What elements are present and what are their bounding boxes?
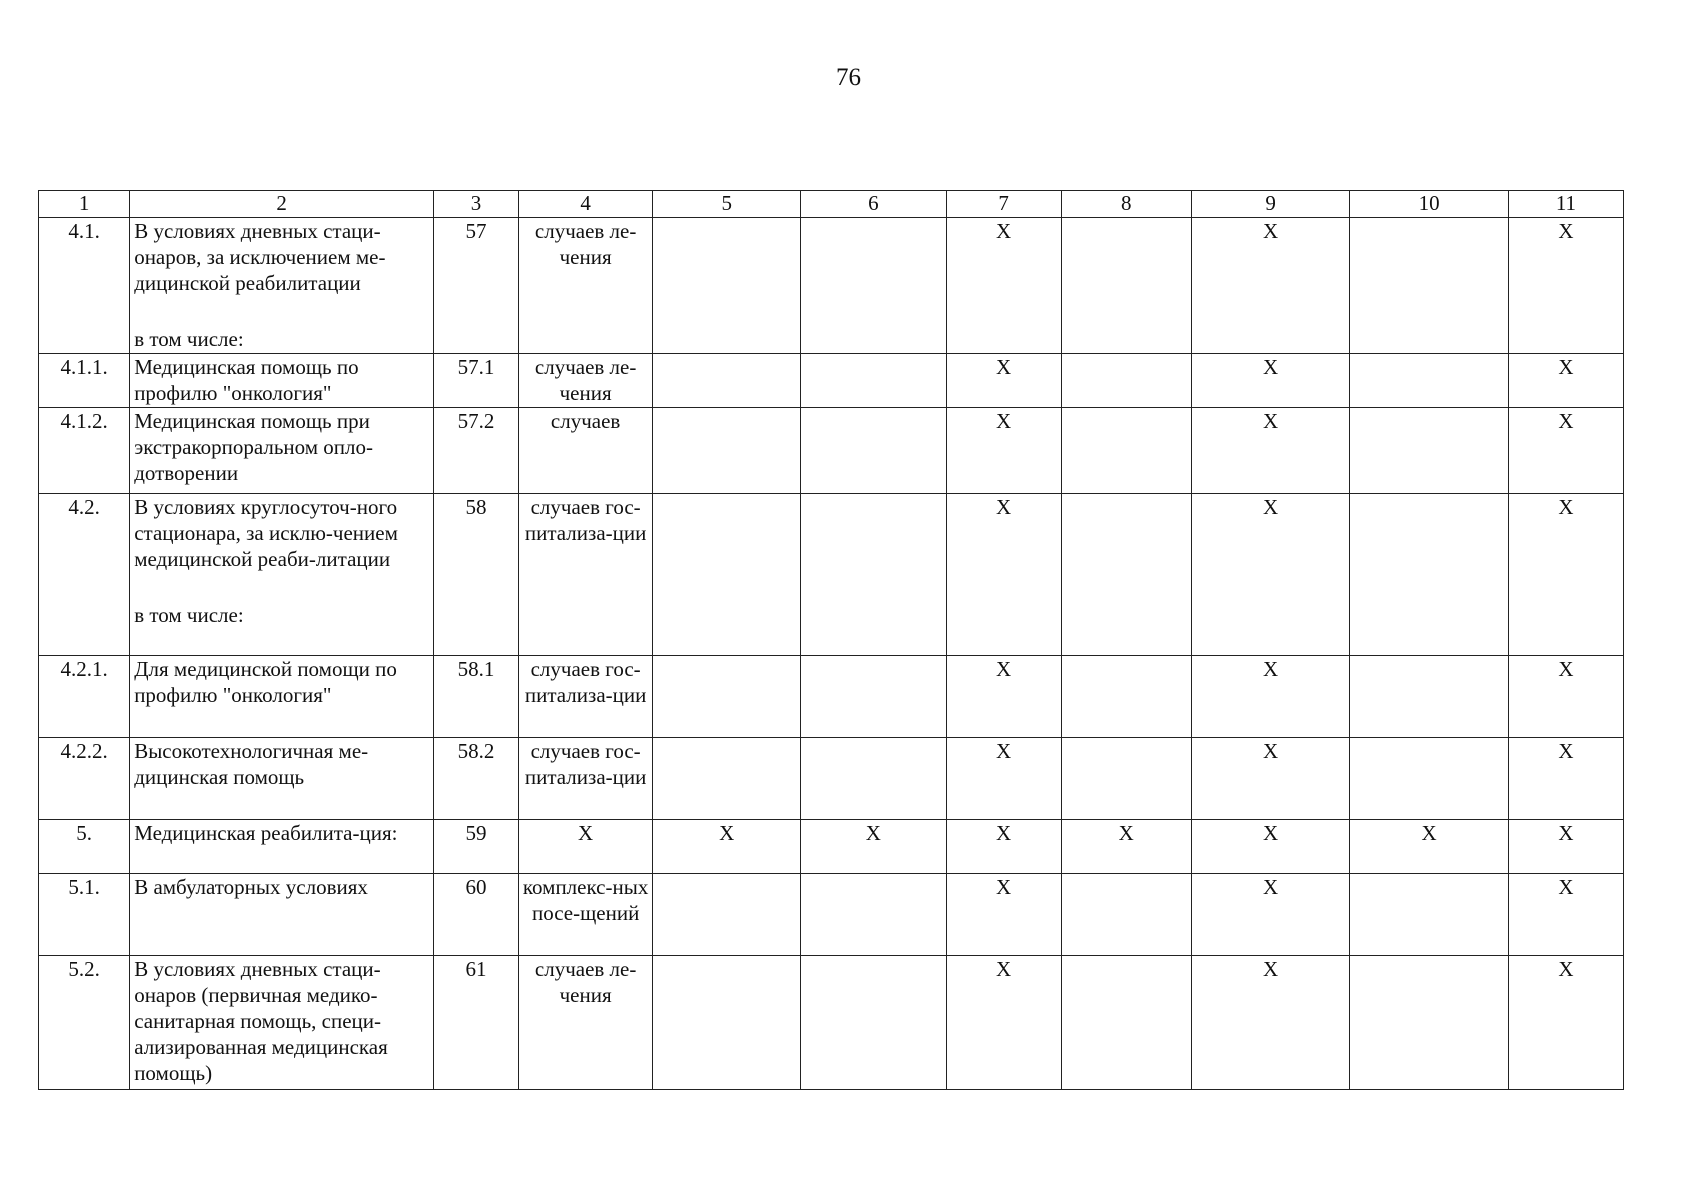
cell-col-11: X [1508,354,1623,408]
cell-col-6 [801,738,946,820]
table-row [39,738,1624,820]
row-unit: случаев [518,408,653,494]
row-number: 5. [39,820,130,874]
cell-col-5 [653,218,801,354]
cell-col-7: X [946,656,1061,738]
row-code: 57 [434,218,519,354]
row-code: 59 [434,820,519,874]
row-name [130,354,434,408]
cell-col-9: X [1191,738,1350,820]
cell-col-10 [1350,494,1509,656]
row-name [130,218,434,354]
cell-col-9: X [1191,354,1350,408]
row-name-text: Медицинская помощь при экстракорпоральном опло-дотворении [134,409,373,485]
cell-col-5: X [653,820,801,874]
row-number: 4.2.1. [39,656,130,738]
cell-col-6 [801,354,946,408]
cell-col-7: X [946,956,1061,1090]
row-name [130,956,434,1090]
row-name-text: В амбулаторных условиях [134,875,368,899]
cell-col-7: X [946,874,1061,956]
cell-col-10 [1350,874,1509,956]
column-header: 2 [130,191,434,218]
row-unit: случаев ле-чения [518,218,653,354]
row-name-text: В условиях дневных стаци-онаров (первичная медико-санитарная помощь, специ-ализированная медицинская помощь) [134,957,388,1085]
cell-col-8 [1061,494,1191,656]
row-name [130,408,434,494]
row-code: 61 [434,956,519,1090]
cell-col-6 [801,874,946,956]
column-header: 9 [1191,191,1350,218]
row-name [130,874,434,956]
row-unit: комплекс-ных посе-щений [518,874,653,956]
cell-col-6 [801,494,946,656]
row-number: 4.1.1. [39,354,130,408]
cell-col-7: X [946,218,1061,354]
column-header: 6 [801,191,946,218]
cell-col-10 [1350,354,1509,408]
cell-col-5 [653,408,801,494]
row-name-text: В условиях круглосуточ-ного стационара, за исклю-чением медицинской реаби-литации [134,495,398,571]
cell-col-9: X [1191,656,1350,738]
row-code: 57.2 [434,408,519,494]
row-number: 5.1. [39,874,130,956]
row-unit: случаев ле-чения [518,956,653,1090]
cell-col-11: X [1508,408,1623,494]
cell-col-11: X [1508,656,1623,738]
cell-col-5 [653,738,801,820]
row-name-note: в том числе: [134,327,244,351]
cell-col-6 [801,656,946,738]
cell-col-10 [1350,656,1509,738]
cell-col-10 [1350,408,1509,494]
table-row [39,656,1624,738]
row-code: 60 [434,874,519,956]
cell-col-8 [1061,354,1191,408]
column-header: 1 [39,191,130,218]
row-unit: X [518,820,653,874]
cell-col-6 [801,218,946,354]
cell-col-7: X [946,408,1061,494]
row-name-text: Для медицинской помощи по профилю "онкология" [134,657,397,707]
row-name-text: Медицинская реабилита-ция: [134,821,398,845]
column-header: 5 [653,191,801,218]
cell-col-9: X [1191,218,1350,354]
cell-col-8 [1061,656,1191,738]
row-code: 57.1 [434,354,519,408]
cell-col-5 [653,874,801,956]
table-row [39,494,1624,656]
cell-col-11: X [1508,218,1623,354]
cell-col-11: X [1508,494,1623,656]
cell-col-8 [1061,408,1191,494]
column-header: 4 [518,191,653,218]
row-name-text: В условиях дневных стаци-онаров, за исключением ме-дицинской реабилитации [134,219,386,295]
row-name [130,738,434,820]
cell-col-10 [1350,738,1509,820]
cell-col-5 [653,956,801,1090]
row-number: 4.1. [39,218,130,354]
cell-col-11: X [1508,738,1623,820]
cell-col-11: X [1508,956,1623,1090]
cell-col-11: X [1508,820,1623,874]
cell-col-6 [801,956,946,1090]
cell-col-10 [1350,956,1509,1090]
cell-col-7: X [946,820,1061,874]
cell-col-9: X [1191,820,1350,874]
row-name-text: Высокотехнологичная ме-дицинская помощь [134,739,369,789]
row-code: 58.1 [434,656,519,738]
table-row [39,218,1624,354]
column-number-row [39,191,1624,218]
cell-col-8: X [1061,820,1191,874]
cell-col-8 [1061,956,1191,1090]
cell-col-11: X [1508,874,1623,956]
cell-col-6 [801,408,946,494]
cell-col-10: X [1350,820,1509,874]
cell-col-7: X [946,494,1061,656]
cell-col-7: X [946,738,1061,820]
cell-col-7: X [946,354,1061,408]
row-name [130,494,434,656]
column-header: 8 [1061,191,1191,218]
cell-col-8 [1061,218,1191,354]
row-number: 4.1.2. [39,408,130,494]
row-code: 58 [434,494,519,656]
row-name-note: в том числе: [134,603,244,627]
table-row [39,820,1624,874]
column-header: 7 [946,191,1061,218]
row-name [130,656,434,738]
cell-col-8 [1061,874,1191,956]
cell-col-9: X [1191,956,1350,1090]
cell-col-8 [1061,738,1191,820]
row-name [130,820,434,874]
table-row [39,956,1624,1090]
row-number: 4.2.2. [39,738,130,820]
table-row [39,874,1624,956]
row-name-text: Медицинская помощь по профилю "онкология" [134,355,359,405]
row-number: 5.2. [39,956,130,1090]
row-unit: случаев гос-питализа-ции [518,494,653,656]
cell-col-10 [1350,218,1509,354]
cell-col-9: X [1191,494,1350,656]
row-code: 58.2 [434,738,519,820]
row-unit: случаев гос-питализа-ции [518,656,653,738]
data-table [38,190,1624,1090]
cell-col-9: X [1191,874,1350,956]
page-number: 76 [836,64,861,91]
table-row [39,354,1624,408]
column-header: 3 [434,191,519,218]
cell-col-5 [653,656,801,738]
table-row [39,408,1624,494]
cell-col-5 [653,354,801,408]
column-header: 11 [1508,191,1623,218]
row-unit: случаев ле-чения [518,354,653,408]
row-number: 4.2. [39,494,130,656]
cell-col-6: X [801,820,946,874]
column-header: 10 [1350,191,1509,218]
row-unit: случаев гос-питализа-ции [518,738,653,820]
cell-col-5 [653,494,801,656]
cell-col-9: X [1191,408,1350,494]
